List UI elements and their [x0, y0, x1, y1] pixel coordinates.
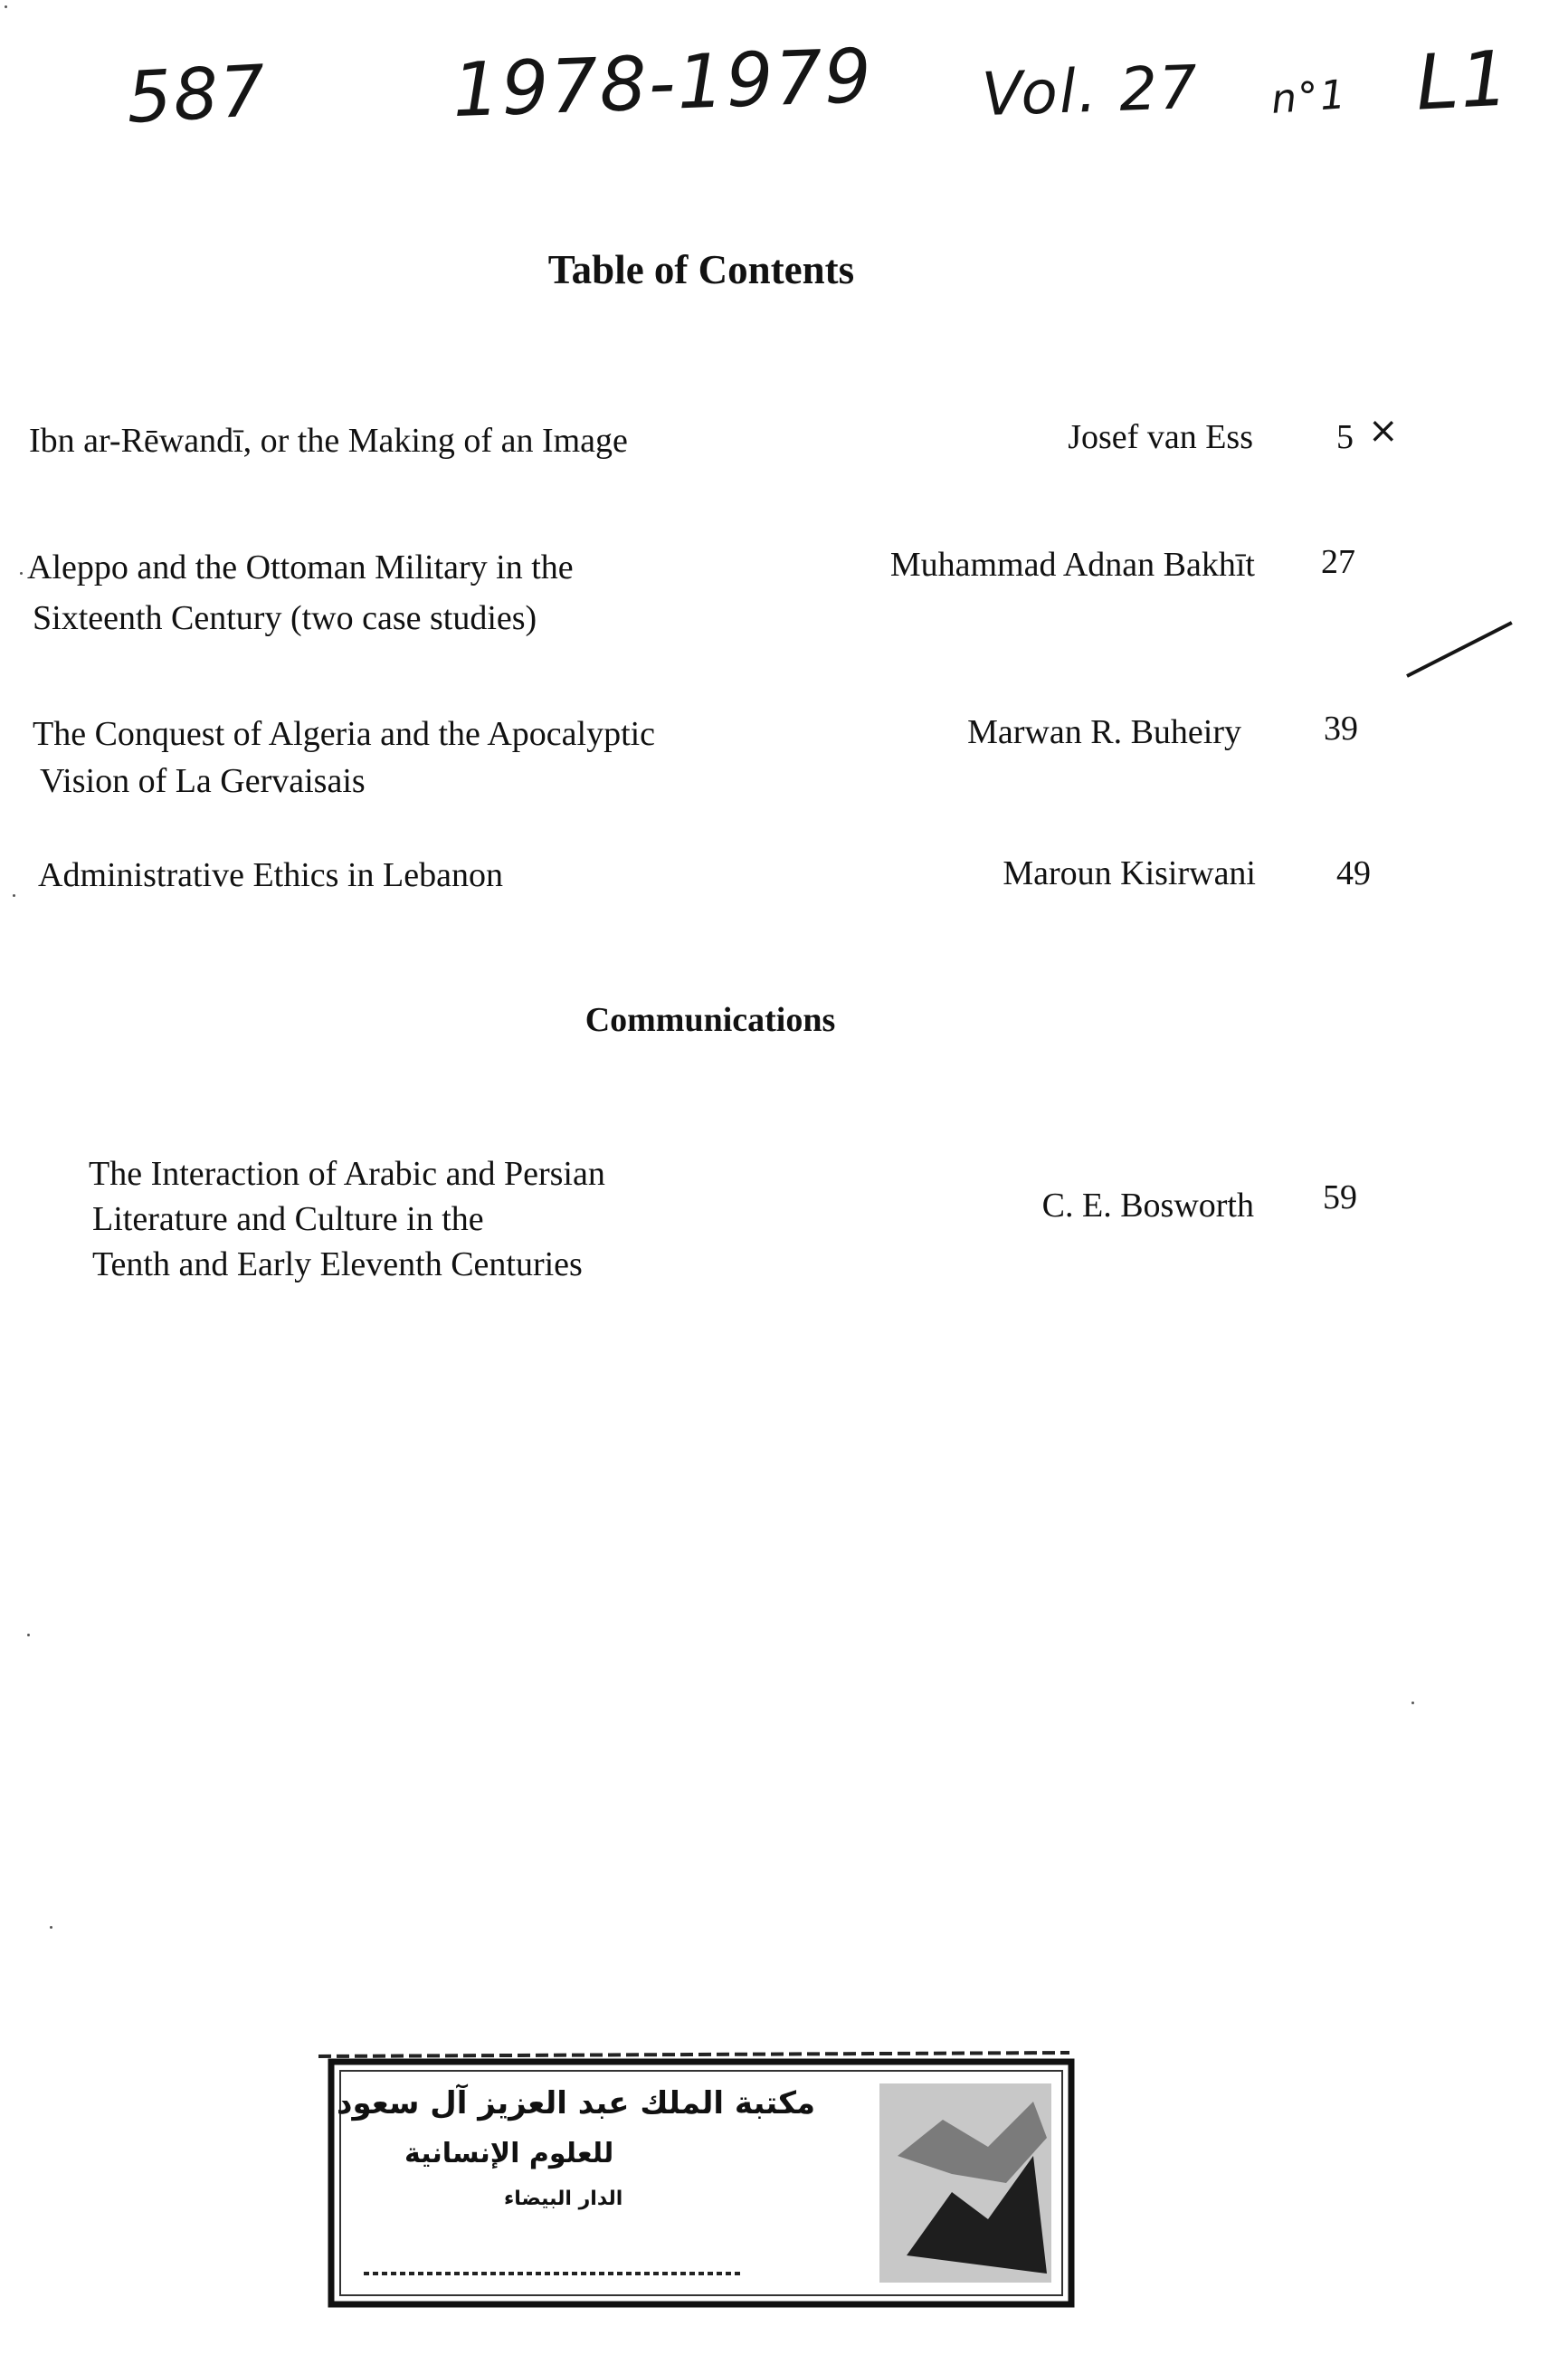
entry-page: 27: [1321, 543, 1355, 581]
handwritten-mark: L1: [1413, 33, 1513, 128]
entry-author: Maroun Kisirwani: [1003, 854, 1256, 892]
entry-title-line: Literature and Culture in the: [92, 1200, 484, 1238]
entry-author: C. E. Bosworth: [1041, 1187, 1254, 1225]
stamp-text-line: الدار البيضاء: [504, 2188, 623, 2210]
scan-speck: [27, 1634, 30, 1636]
entry-title-line: Vision of La Gervaisais: [40, 762, 366, 800]
entry-title-line: The Interaction of Arabic and Persian: [89, 1155, 605, 1193]
handwritten-check-stroke: [1406, 621, 1513, 678]
stamp-text-line: للعلوم الإنسانية: [404, 2138, 614, 2169]
entry-page: 59: [1323, 1178, 1357, 1216]
stamp-text-line: مكتبة الملك عبد العزيز آل سعود: [337, 2085, 816, 2121]
entry-page: 5: [1336, 418, 1354, 456]
entry-author: Josef van Ess: [1068, 418, 1253, 456]
scan-speck: [50, 1926, 52, 1929]
entry-title: Administrative Ethics in Lebanon: [38, 856, 503, 894]
handwritten-years: 1978-1979: [451, 33, 875, 135]
handwritten-volume: Vol. 27: [980, 52, 1201, 130]
scan-speck: [13, 894, 15, 897]
stamp-emblem-icon: [879, 2083, 1051, 2283]
scan-speck: [1411, 1702, 1414, 1704]
entry-title-line: Aleppo and the Ottoman Military in the: [27, 548, 574, 586]
scan-speck: [5, 5, 7, 8]
entry-author: Marwan R. Buheiry: [967, 713, 1241, 751]
entry-title-line: Tenth and Early Eleventh Centuries: [92, 1245, 583, 1283]
handwritten-call-number: 587: [124, 51, 270, 139]
entry-author: Muhammad Adnan Bakhīt: [889, 546, 1255, 584]
scan-speck: [20, 572, 23, 575]
entry-page: 39: [1324, 710, 1358, 748]
section-heading-communications: Communications: [584, 1001, 836, 1039]
entry-title: Ibn ar-Rēwandī, or the Making of an Image: [29, 422, 628, 460]
entry-title-line: The Conquest of Algeria and the Apocalyptic: [33, 715, 656, 753]
entry-page: 49: [1336, 854, 1371, 892]
entry-title-line: Sixteenth Century (two case studies): [33, 599, 537, 637]
handwritten-issue: n°1: [1269, 72, 1349, 123]
library-stamp: [318, 2047, 1077, 2312]
handwritten-x-mark-icon: ×: [1368, 410, 1399, 452]
page-title: Table of Contents: [547, 247, 855, 292]
